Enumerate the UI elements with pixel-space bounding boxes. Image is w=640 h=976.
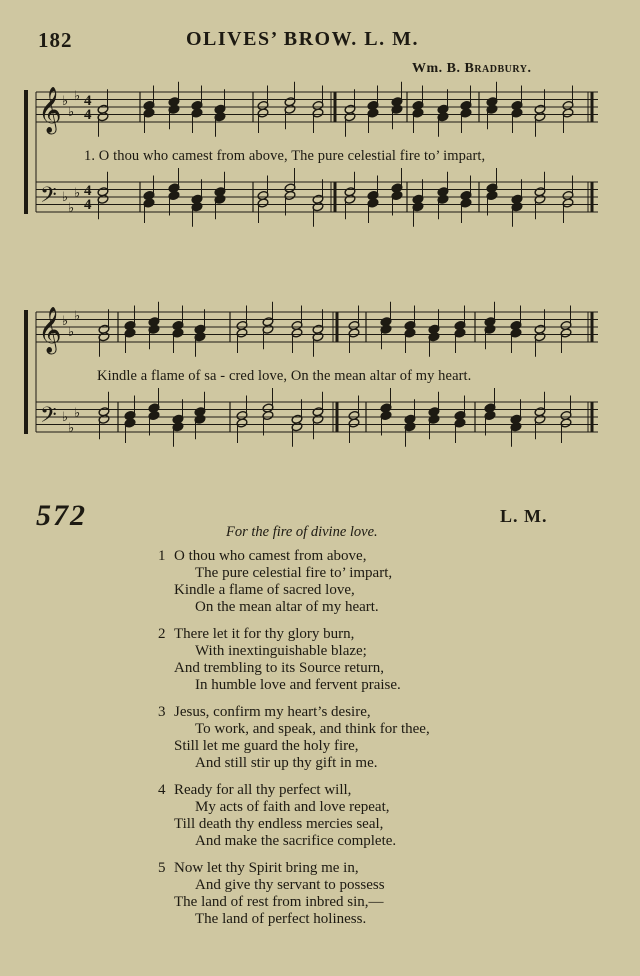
- flat-sign: ♭: [74, 186, 81, 201]
- verse-line: [0, 704, 640, 721]
- flat-sign: ♭: [68, 201, 75, 216]
- verse-line-text: And make the sacrifice complete.: [195, 833, 397, 849]
- composer-surname: Bradbury.: [464, 61, 532, 76]
- page-number: 182: [38, 28, 73, 52]
- verse-line-text: The land of perfect holiness.: [195, 911, 367, 927]
- system-1-lyrics: 1. O thou who camest from above, The pure celestial fire to’ impart,: [84, 148, 486, 164]
- verse-line-text: And trembling to its Source return,: [174, 660, 384, 676]
- verse-line: [0, 816, 640, 833]
- time-signature: 4: [84, 197, 92, 213]
- verse-line: [0, 548, 640, 565]
- verse-line-text: Kindle a flame of sacred love,: [174, 582, 355, 598]
- flat-sign: ♭: [62, 190, 69, 205]
- verse-line-text: And still stir up thy gift in me.: [195, 755, 378, 771]
- verse-number: 5: [158, 860, 166, 876]
- tune-title: OLIVES’ BROW. L. M.: [186, 28, 419, 50]
- flat-sign: ♭: [74, 309, 81, 324]
- bass-clef: 𝄢: [40, 183, 57, 213]
- verse-number: 1: [158, 548, 166, 564]
- verse-line-text: In humble love and fervent praise.: [195, 677, 401, 693]
- composer-initials: Wm. B.: [412, 61, 461, 76]
- time-signature: 4: [84, 107, 92, 123]
- verse-line-text: Jesus, confirm my heart’s desire,: [174, 704, 371, 720]
- verse-line-text: There let it for thy glory burn,: [174, 626, 355, 642]
- verse-number: 2: [158, 626, 166, 642]
- music-notation: [0, 0, 640, 470]
- system-2-lyrics: Kindle a flame of sa - cred love, On the mean altar of my heart.: [97, 368, 472, 384]
- treble-clef: 𝄞: [38, 307, 62, 353]
- verse-number: 3: [158, 704, 166, 720]
- system-bracket: [24, 90, 28, 214]
- verse-line: [0, 911, 640, 928]
- hymn-number: 572: [36, 499, 87, 532]
- system-bracket: [24, 310, 28, 434]
- verses: [0, 548, 640, 938]
- verse-line: [0, 582, 640, 599]
- verse-line-text: On the mean altar of my heart.: [195, 599, 379, 615]
- verse-line: [0, 599, 640, 616]
- verse-line: [0, 738, 640, 755]
- time-signature: 4: [84, 183, 92, 199]
- verse-line: [0, 677, 640, 694]
- bass-clef: 𝄢: [40, 403, 57, 433]
- treble-clef: 𝄞: [38, 87, 62, 133]
- flat-sign: ♭: [74, 89, 81, 104]
- time-signature: 4: [84, 93, 92, 109]
- verse-line-text: Now let thy Spirit bring me in,: [174, 860, 359, 876]
- verse-line: [0, 660, 640, 677]
- verse-line: [0, 721, 640, 738]
- flat-sign: ♭: [68, 105, 75, 120]
- verse-line-text: My acts of faith and love repeat,: [195, 799, 390, 815]
- verse-3: [0, 704, 640, 772]
- verse-line: [0, 799, 640, 816]
- verse-line: [0, 833, 640, 850]
- verse-line-text: Ready for all thy perfect will,: [174, 782, 352, 798]
- verse-line-text: To work, and speak, and think for thee,: [195, 721, 430, 737]
- flat-sign: ♭: [68, 325, 75, 340]
- verse-line-text: The land of rest from inbred sin,—: [174, 894, 384, 910]
- verse-5: [0, 860, 640, 928]
- verse-line: [0, 877, 640, 894]
- verse-line: [0, 643, 640, 660]
- verse-line-text: Till death thy endless mercies seal,: [174, 816, 384, 832]
- verse-line-text: The pure celestial fire to’ impart,: [195, 565, 393, 581]
- verse-line: [0, 860, 640, 877]
- flat-sign: ♭: [74, 406, 81, 421]
- verse-4: [0, 782, 640, 850]
- flat-sign: ♭: [62, 94, 69, 109]
- verse-line-text: O thou who camest from above,: [174, 548, 367, 564]
- verse-line-text: With inextinguishable blaze;: [195, 643, 367, 659]
- verse-line: [0, 626, 640, 643]
- verse-line: [0, 565, 640, 582]
- verse-line-text: And give thy servant to possess: [195, 877, 385, 893]
- flat-sign: ♭: [68, 421, 75, 436]
- hymn-subtitle: For the fire of divine love.: [226, 524, 378, 540]
- verse-line-text: Still let me guard the holy fire,: [174, 738, 359, 754]
- hymn-meter: L. M.: [500, 506, 548, 526]
- flat-sign: ♭: [62, 410, 69, 425]
- flat-sign: ♭: [62, 314, 69, 329]
- verse-line: [0, 894, 640, 911]
- verse-line: [0, 782, 640, 799]
- verse-1: [0, 548, 640, 616]
- verse-2: [0, 626, 640, 694]
- verse-number: 4: [158, 782, 166, 798]
- verse-line: [0, 755, 640, 772]
